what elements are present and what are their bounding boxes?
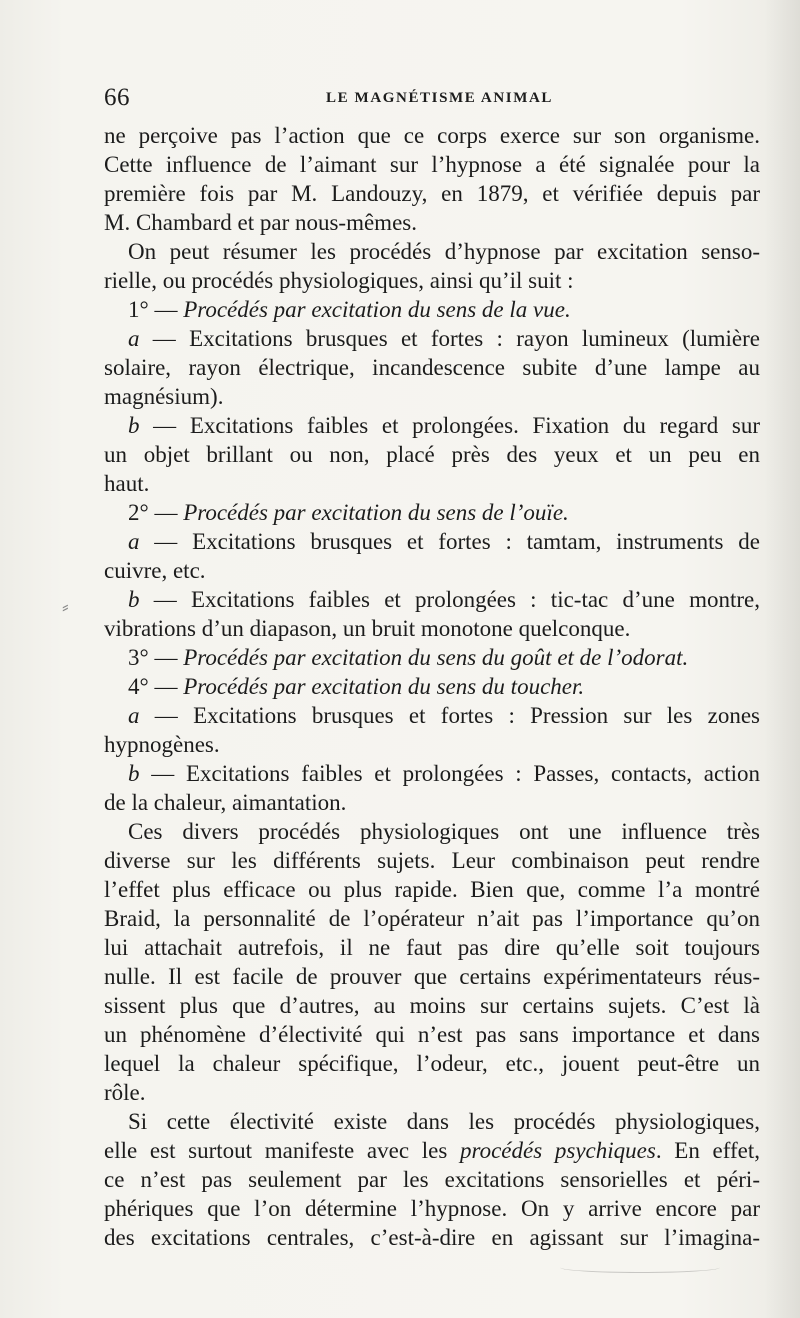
text-line xyxy=(104,179,760,208)
text-line xyxy=(104,498,760,527)
line-text: un phénomène d’électivité qui n’est pas sans importance et dans xyxy=(104,1022,760,1047)
line-text: lui attachait autrefois, il ne faut pas dire qu’elle soit toujours xyxy=(104,935,760,960)
text-line xyxy=(104,527,760,556)
text-line xyxy=(104,1078,760,1107)
text-line xyxy=(104,324,760,353)
text-line xyxy=(104,991,760,1020)
line-text: — Excitations brusques et fortes : rayon lumineux (lumière xyxy=(139,326,760,351)
line-prefix: b xyxy=(128,761,140,786)
page-number: 66 xyxy=(104,84,130,111)
text-line xyxy=(104,962,760,991)
text-line xyxy=(104,411,760,440)
text-line xyxy=(104,759,760,788)
text-line xyxy=(104,295,760,324)
line-text: Procédés par excitation du sens de la vue. xyxy=(183,297,571,322)
text-line xyxy=(104,121,760,150)
line-text: lequel la chaleur spécifique, l’odeur, etc., jouent peut-être un xyxy=(104,1051,760,1076)
text-line xyxy=(104,643,760,672)
text-line xyxy=(104,1194,760,1223)
line-suffix: . En effet, xyxy=(655,1138,760,1163)
line-text: — Excitations brusques et fortes : Pression sur les zones xyxy=(139,703,760,728)
ink-smudge xyxy=(560,1262,720,1273)
line-text: magnésium). xyxy=(104,384,224,409)
line-text: première fois par M. Landouzy, en 1879, et vérifiée depuis par xyxy=(104,181,760,206)
text-line xyxy=(104,208,760,237)
line-text: des excitations centrales, c’est-à-dire en agissant sur l’imagina- xyxy=(104,1225,760,1250)
line-text: rôle. xyxy=(104,1080,146,1105)
text-line xyxy=(104,817,760,846)
line-italic-phrase: procédés psychiques xyxy=(460,1138,656,1163)
line-text: nulle. Il est facile de prouver que certains expérimentateurs réus- xyxy=(104,964,760,989)
line-text: — Excitations brusques et fortes : tamtam, instruments de xyxy=(139,529,760,554)
text-line xyxy=(104,440,760,469)
line-text: l’effet plus efficace ou plus rapide. Bien que, comme l’a montré xyxy=(104,877,760,902)
text-line xyxy=(104,382,760,411)
line-text: ce n’est pas seulement par les excitations sensorielles et péri- xyxy=(104,1167,760,1192)
running-head: LE MAGNÉTISME ANIMAL xyxy=(326,90,554,106)
line-text: phériques que l’on détermine l’hypnose. On y arrive encore par xyxy=(104,1196,760,1221)
line-text: — Excitations faibles et prolongées : Passes, contacts, action xyxy=(139,761,760,786)
text-line xyxy=(104,237,760,266)
text-line xyxy=(104,788,760,817)
line-text: de la chaleur, aimantation. xyxy=(104,790,347,815)
text-line xyxy=(104,701,760,730)
line-text: Cette influence de l’aimant sur l’hypnose a été signalée pour la xyxy=(104,152,760,177)
margin-mark: ⸗ xyxy=(62,596,69,618)
text-line xyxy=(104,1020,760,1049)
page-edge-shadow xyxy=(764,0,800,1318)
line-text: Braid, la personnalité de l’opérateur n’ait pas l’importance qu’on xyxy=(104,906,760,931)
line-prefix: 1° — xyxy=(128,297,184,322)
line-prefix: 2° — xyxy=(128,500,184,525)
text-line xyxy=(104,614,760,643)
text-line xyxy=(104,353,760,382)
text-line xyxy=(104,1049,760,1078)
text-line xyxy=(104,933,760,962)
text-line xyxy=(104,846,760,875)
text-line xyxy=(104,150,760,179)
text-line xyxy=(104,1136,760,1165)
text-line xyxy=(104,266,760,295)
line-text: vibrations d’un diapason, un bruit monotone quelconque. xyxy=(104,616,631,641)
line-text: Ces divers procédés physiologiques ont une influence très xyxy=(128,819,760,844)
line-text: cuivre, etc. xyxy=(104,558,206,583)
line-text: elle est surtout manifeste avec les xyxy=(104,1138,460,1163)
line-text: un objet brillant ou non, placé près des yeux et un peu en xyxy=(104,442,760,467)
line-text: sissent plus que d’autres, au moins sur certains sujets. C’est là xyxy=(104,993,760,1018)
page-header xyxy=(104,84,760,114)
line-prefix: 4° — xyxy=(128,674,184,699)
line-text: — Excitations faibles et prolongées : tic-tac d’une montre, xyxy=(139,587,760,612)
text-line xyxy=(104,1165,760,1194)
text-line xyxy=(104,1223,760,1252)
line-text: Procédés par excitation du sens de l’ouïe. xyxy=(183,500,569,525)
line-text: rielle, ou procédés physiologiques, ainsi qu’il suit : xyxy=(104,268,574,293)
line-prefix: a xyxy=(128,703,140,728)
text-line xyxy=(104,556,760,585)
text-line xyxy=(104,1107,760,1136)
line-prefix: b xyxy=(128,587,140,612)
line-prefix: a xyxy=(128,326,140,351)
text-line xyxy=(104,875,760,904)
body-text xyxy=(104,121,760,1252)
line-prefix: a xyxy=(128,529,140,554)
line-text: M. Chambard et par nous-mêmes. xyxy=(104,210,417,235)
line-prefix: 3° — xyxy=(128,645,184,670)
line-text: solaire, rayon électrique, incandescence subite d’une lampe au xyxy=(104,355,760,380)
line-text: hypnogènes. xyxy=(104,732,220,757)
text-line xyxy=(104,730,760,759)
line-text: On peut résumer les procédés d’hypnose par excitation senso- xyxy=(128,239,760,264)
line-text: ne perçoive pas l’action que ce corps exerce sur son organisme. xyxy=(104,123,760,148)
line-text: Procédés par excitation du sens du goût et de l’odorat. xyxy=(183,645,689,670)
text-line xyxy=(104,585,760,614)
line-text: haut. xyxy=(104,471,150,496)
line-text: Si cette électivité existe dans les procédés physiologiques, xyxy=(128,1109,760,1134)
text-line xyxy=(104,904,760,933)
line-text: — Excitations faibles et prolongées. Fixation du regard sur xyxy=(139,413,760,438)
text-line xyxy=(104,672,760,701)
line-text: Procédés par excitation du sens du toucher. xyxy=(183,674,585,699)
line-text: diverse sur les différents sujets. Leur combinaison peut rendre xyxy=(104,848,760,873)
line-prefix: b xyxy=(128,413,140,438)
text-line xyxy=(104,469,760,498)
